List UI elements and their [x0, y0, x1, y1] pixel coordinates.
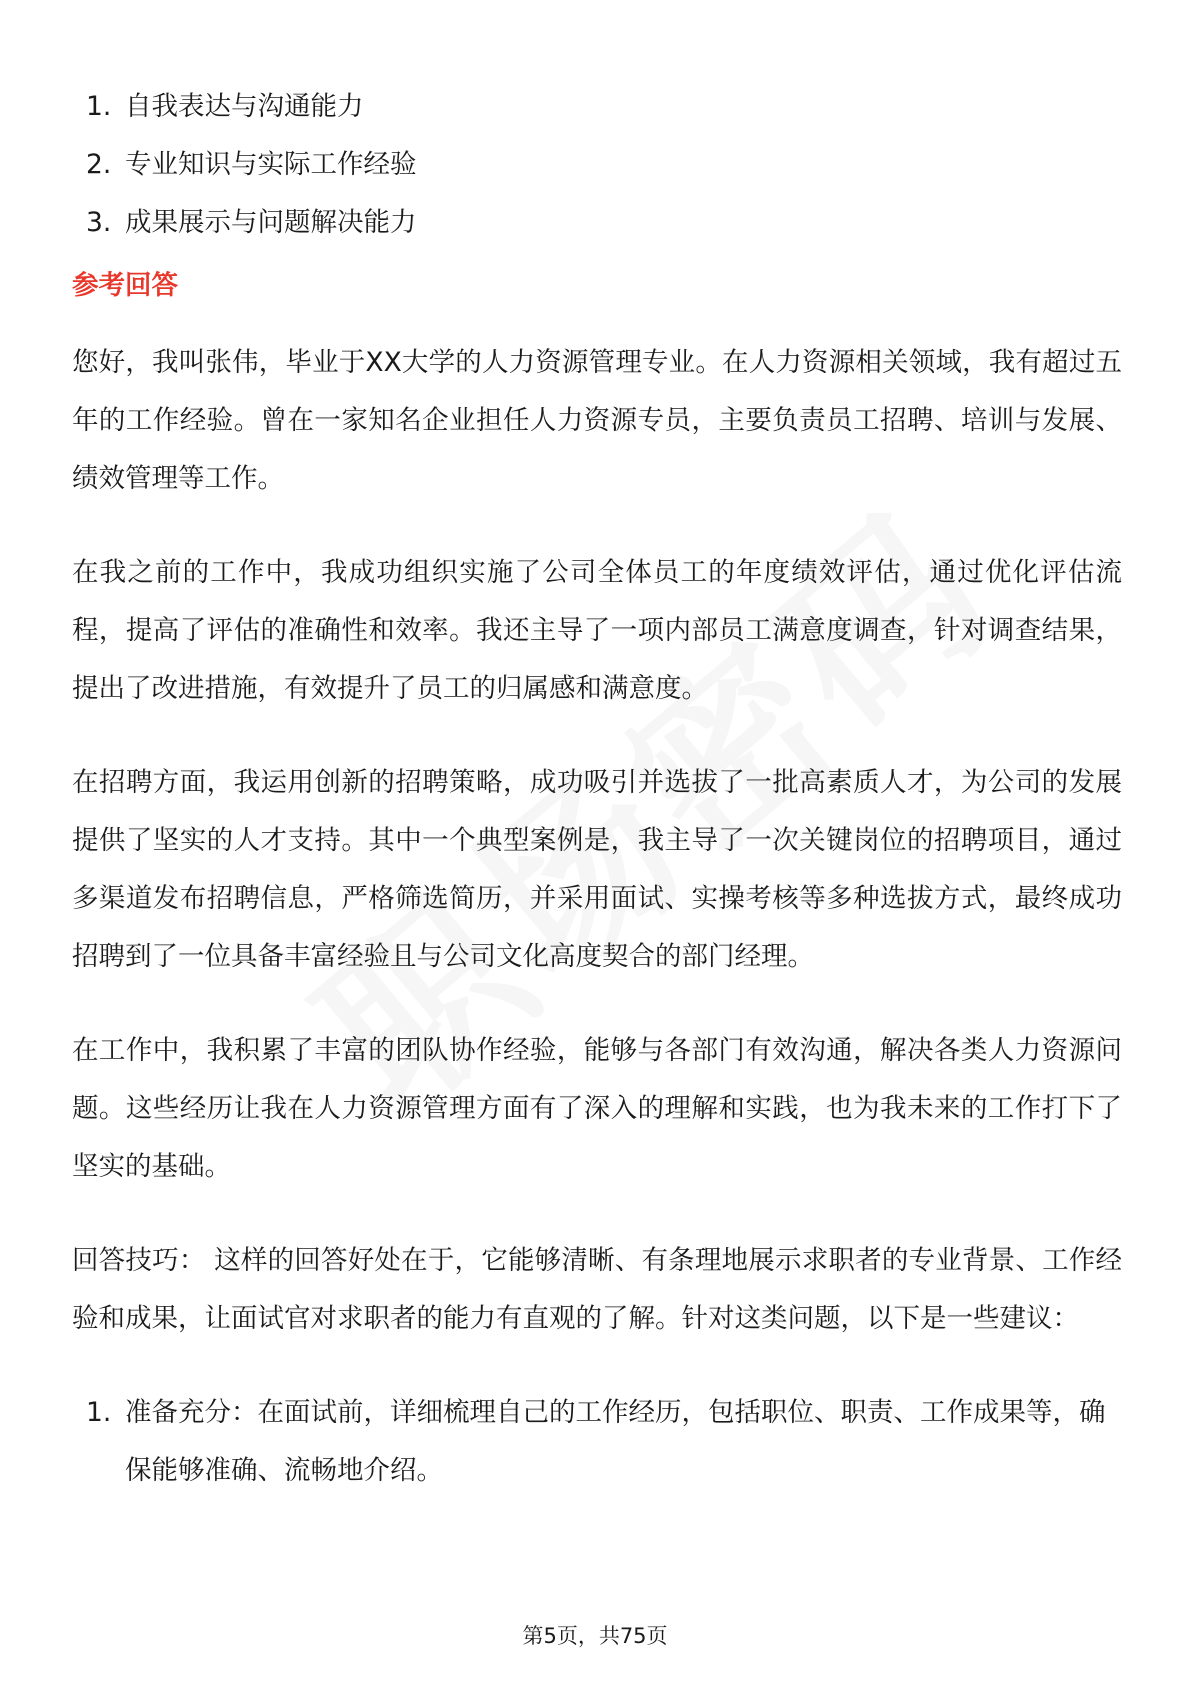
page-content [72, 78, 1122, 1500]
list-text: 自我表达与沟通能力 [125, 91, 364, 122]
paragraph: 在我之前的工作中，我成功组织实施了公司全体员工的年度绩效评估，通过优化评估流程，提高了评估的准确性和效率。我还主导了一项内部员工满意度调查，针对调查结果，提出了改进措施，有效提升了员工的归属感和满意度。 [72, 557, 1122, 704]
list-item [72, 136, 1122, 194]
list-number: 1. [86, 1397, 112, 1428]
list-item [72, 1384, 1122, 1500]
paragraph: 您好，我叫张伟，毕业于XX大学的人力资源管理专业。在人力资源相关领域，我有超过五年的工作经验。曾在一家知名企业担任人力资源专员，主要负责员工招聘、培训与发展、绩效管理等工作。 [72, 347, 1122, 494]
paragraph: 在招聘方面，我运用创新的招聘策略，成功吸引并选拔了一批高素质人才，为公司的发展提供了坚实的人才支持。其中一个典型案例是，我主导了一次关键岗位的招聘项目，通过多渠道发布招聘信息，严格筛选简历，并采用面试、实操考核等多种选拔方式，最终成功招聘到了一位具备丰富经验且与公司文化高度契合的部门经理。 [72, 767, 1122, 972]
list-item [72, 78, 1122, 136]
section-heading: 参考回答 [72, 270, 178, 301]
tips-list [72, 1384, 1122, 1500]
list-number: 3. [86, 207, 112, 238]
list-number: 1. [86, 91, 112, 122]
list-text: 成果展示与问题解决能力 [125, 207, 417, 238]
list-item [72, 194, 1122, 252]
paragraph: 在工作中，我积累了丰富的团队协作经验，能够与各部门有效沟通，解决各类人力资源问题。这些经历让我在人力资源管理方面有了深入的理解和实践，也为我未来的工作打下了坚实的基础。 [72, 1035, 1122, 1182]
list-number: 2. [86, 149, 112, 180]
page-number-footer: 第5页，共75页 [522, 1624, 668, 1648]
paragraph: 回答技巧： 这样的回答好处在于，它能够清晰、有条理地展示求职者的专业背景、工作经验和成果，让面试官对求职者的能力有直观的了解。针对这类问题，以下是一些建议： [72, 1245, 1122, 1334]
list-text: 准备充分：在面试前，详细梳理自己的工作经历，包括职位、职责、工作成果等，确保能够准确、流畅地介绍。 [125, 1397, 1106, 1486]
list-text: 专业知识与实际工作经验 [125, 149, 417, 180]
intro-list [72, 78, 1122, 252]
